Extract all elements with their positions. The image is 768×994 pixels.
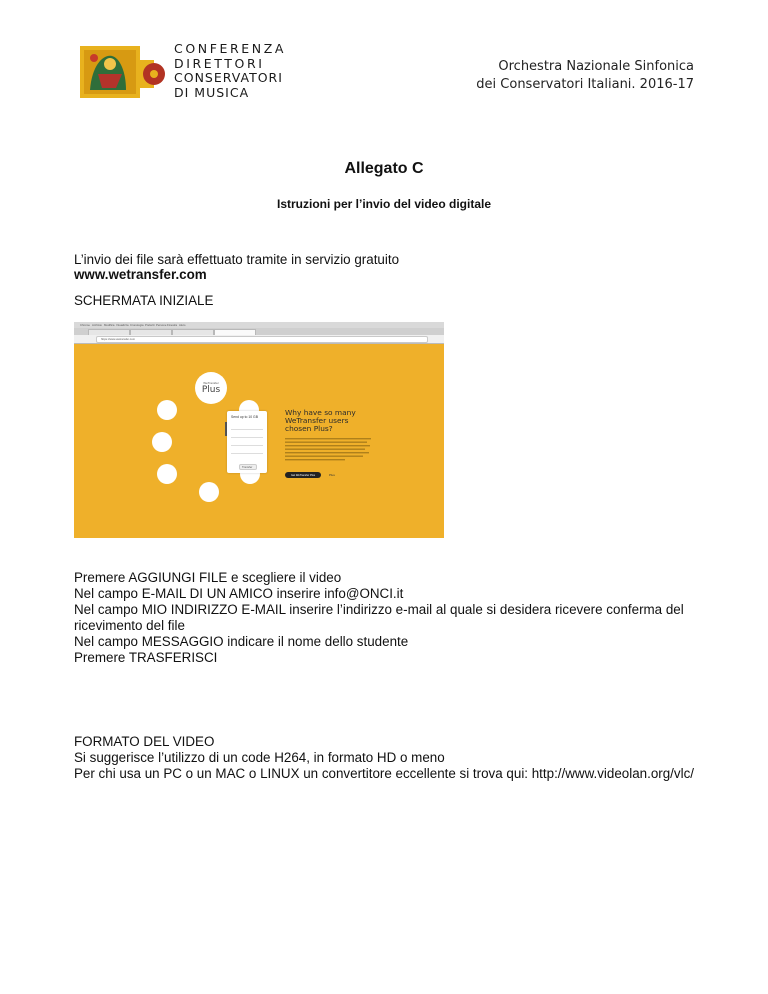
panel-field xyxy=(231,425,263,430)
plus-link: Plus xyxy=(329,473,335,477)
plus-badge xyxy=(195,372,227,404)
section-heading-initial-screen: SCHERMATA INIZIALE xyxy=(74,293,214,308)
conference-logo-text xyxy=(174,42,286,100)
step-line: Nel campo MESSAGGIO indicare il nome dello studente xyxy=(74,634,409,649)
panel-field xyxy=(231,449,263,454)
logo-line: DI MUSICA xyxy=(174,84,250,100)
step-line: Nel campo E-MAIL DI UN AMICO inserire info@ONCI.it xyxy=(74,586,404,601)
plus-badge-big: Plus xyxy=(201,385,221,395)
org-line: Orchestra Nazionale Sinfonica xyxy=(498,59,694,74)
plus-blurb xyxy=(285,438,373,468)
upload-panel xyxy=(227,411,267,473)
section-heading-video-format: FORMATO DEL VIDEO xyxy=(74,734,215,749)
step-line: Premere TRASFERISCI xyxy=(74,650,218,665)
panel-title: Send up to 10 GB xyxy=(231,415,258,419)
step-line: Premere AGGIUNGI FILE e scegliere il video xyxy=(74,570,342,585)
menu-item: Finestra xyxy=(167,323,178,327)
headline-line: WeTransfer users xyxy=(285,416,349,426)
feature-bubble xyxy=(199,482,219,502)
logo-line: CONSERVATORI xyxy=(174,70,283,85)
plus-badge-small: WeTransfer xyxy=(203,381,219,385)
feature-bubble xyxy=(152,432,172,452)
wetransfer-screenshot xyxy=(74,322,444,538)
headline-line: Why have so many xyxy=(285,408,356,417)
menu-item: Modifica xyxy=(104,323,115,327)
panel-transfer-label: Transfer xyxy=(242,465,253,469)
orchestra-name xyxy=(476,58,694,94)
get-plus-button: Get WeTransfer Plus xyxy=(285,472,321,478)
page-title: Allegato C xyxy=(344,160,424,177)
logo-line: DIRETTORI xyxy=(174,55,265,71)
page-subtitle: Istruzioni per l’invio del video digitale xyxy=(276,197,492,211)
wetransfer-url: www.wetransfer.com xyxy=(74,267,207,282)
panel-transfer-button xyxy=(239,464,257,470)
intro-text: L’invio dei file sarà effettuato tramite in servizio gratuito xyxy=(74,252,400,267)
menu-item: Archivio xyxy=(92,323,102,327)
browser-address-bar xyxy=(96,336,428,343)
step-line: Nel campo MIO INDIRIZZO E-MAIL inserire l’indirizzo e-mail al quale si desidera ricevere conferma del xyxy=(74,602,684,617)
plus-headline xyxy=(285,409,395,434)
menu-item: Visualizza xyxy=(116,323,129,327)
feature-bubble xyxy=(157,464,177,484)
menu-item: Aiuto xyxy=(179,323,186,327)
conference-logo xyxy=(76,44,168,100)
format-line: Si suggerisce l’utilizzo di un code H264, in formato HD o meno xyxy=(74,750,445,765)
feature-bubble xyxy=(157,400,177,420)
logo-line: CONFERENZA xyxy=(174,41,287,56)
menu-item: Chrome xyxy=(80,323,90,327)
panel-field xyxy=(231,433,263,438)
format-line: Per chi usa un PC o un MAC o LINUX un convertitore eccellente si trova qui: http://www.videolan.org/vlc/ xyxy=(74,766,694,781)
step-line: ricevimento del file xyxy=(74,618,185,633)
address-url: https://www.wetransfer.com xyxy=(101,337,136,341)
menu-item: Cronologia xyxy=(130,323,144,327)
menu-item: Persone xyxy=(156,323,167,327)
menu-item: Preferiti xyxy=(145,323,155,327)
org-line: dei Conservatori Italiani. 2016-17 xyxy=(476,77,694,92)
headline-line: chosen Plus? xyxy=(285,424,333,434)
panel-field xyxy=(231,441,263,446)
